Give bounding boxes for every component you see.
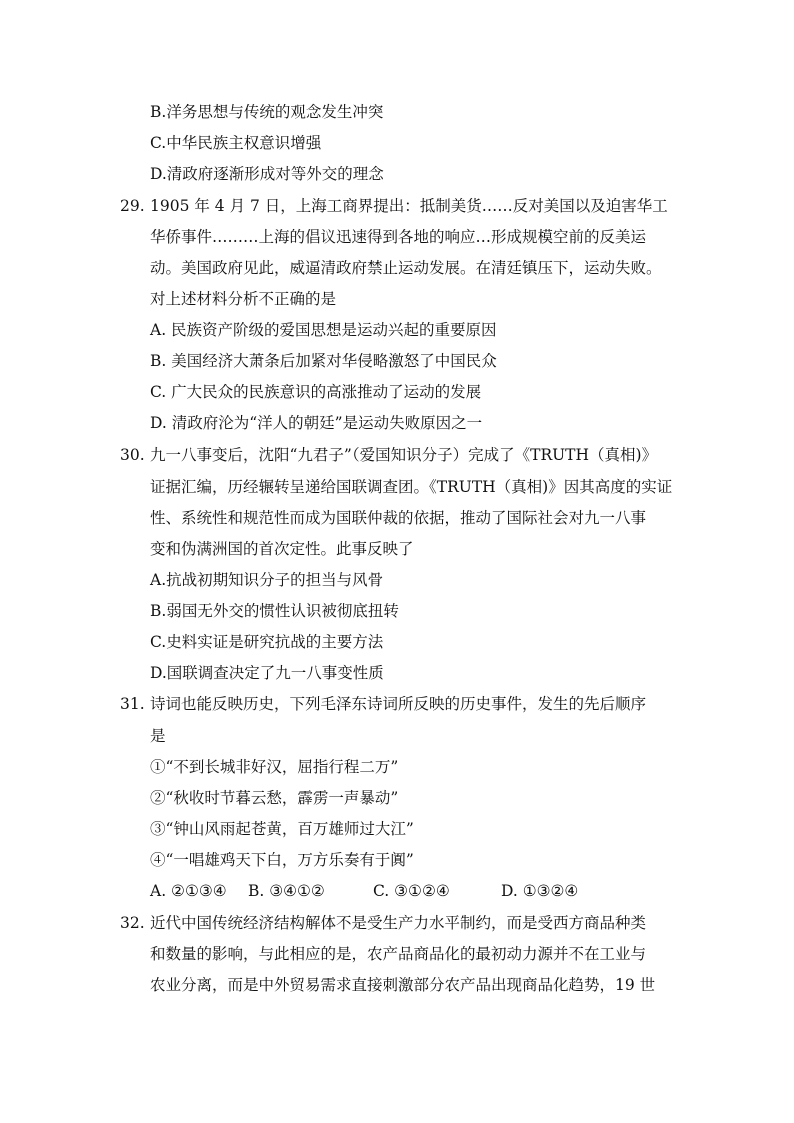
q31-options-row [150,880,578,902]
q30-stem-line-4: 变和伪满洲国的首次定性。此事反映了 [150,540,414,558]
q29-option-c: C. 广大民众的民族意识的高涨推动了运动的发展 [150,383,482,401]
q30-stem-line-3: 性、系统性和规范性而成为国联仲裁的依据，推动了国际社会对九一八事 [150,509,647,527]
q31-option-c: C. ③①②④ [373,882,450,900]
q31-stem-line-2: 是 [150,727,166,745]
q30-number: 30. [120,446,145,464]
q32-stem-line-3: 农业分离，而是中外贸易需求直接刺激部分农产品出现商品化趋势，19 世 [150,976,656,994]
q30-option-a: A.抗战初期知识分子的担当与风骨 [150,571,384,589]
q28-option-c: C.中华民族主权意识增强 [150,134,322,152]
q29-number: 29. [120,197,145,215]
q31-option-b: B. ③④①② [248,882,325,900]
q31-number: 31. [120,695,145,713]
q31-item-4: ④“一唱雄鸡天下白，万方乐奏有于阗” [150,851,414,869]
q29-stem-line-2: 华侨事件………上海的倡议迅速得到各地的响应…形成规模空前的反美运 [150,228,647,246]
q32-stem-line-1: 近代中国传统经济结构解体不是受生产力水平制约，而是受西方商品种类 [150,914,647,932]
q30-stem-line-2: 证据汇编，历经辗转呈递给国联调查团。《TRUTH（真相)》因其高度的实证 [150,478,673,496]
q31-option-d: D. ①③②④ [501,882,579,900]
q31-option-a: A. ②①③④ [150,882,227,900]
q31-stem-line-1: 诗词也能反映历史，下列毛泽东诗词所反映的历史事件，发生的先后顺序 [150,695,647,713]
q29-stem-line-1: 1905 年 4 月 7 日，上海工商界提出：抵制美货……反对美国以及迫害华工 [150,197,668,215]
q29-option-d: D. 清政府沦为“洋人的朝廷”是运动失败原因之一 [150,414,483,432]
q29-option-b: B. 美国经济大萧条后加紧对华侵略激怒了中国民众 [150,352,497,370]
q28-option-d: D.清政府逐渐形成对等外交的理念 [150,165,384,183]
q32-number: 32. [120,914,145,932]
q29-option-a: A. 民族资产阶级的爱国思想是运动兴起的重要原因 [150,321,497,339]
q28-option-b: B.洋务思想与传统的观念发生冲突 [150,103,384,121]
q30-option-c: C.史料实证是研究抗战的主要方法 [150,633,384,651]
q31-item-1: ①“不到长城非好汉，屈指行程二万” [150,758,399,776]
q31-item-2: ②“秋收时节暮云愁，霹雳一声暴动” [150,789,399,807]
q32-stem-line-2: 和数量的影响，与此相应的是，农产品商品化的最初动力源并不在工业与 [150,945,647,963]
q30-option-d: D.国联调查决定了九一八事变性质 [150,664,384,682]
q29-stem-line-4: 对上述材料分析不正确的是 [150,290,337,308]
q30-option-b: B.弱国无外交的惯性认识被彻底扭转 [150,602,399,620]
q30-stem-line-1: 九一八事变后，沈阳“九君子”（爱国知识分子）完成了《TRUTH（真相)》 [150,446,658,464]
q29-stem-line-3: 动。美国政府见此，威逼清政府禁止运动发展。在清廷镇压下，运动失败。 [150,259,662,277]
q31-item-3: ③“钟山风雨起苍黄，百万雄师过大江” [150,820,414,838]
